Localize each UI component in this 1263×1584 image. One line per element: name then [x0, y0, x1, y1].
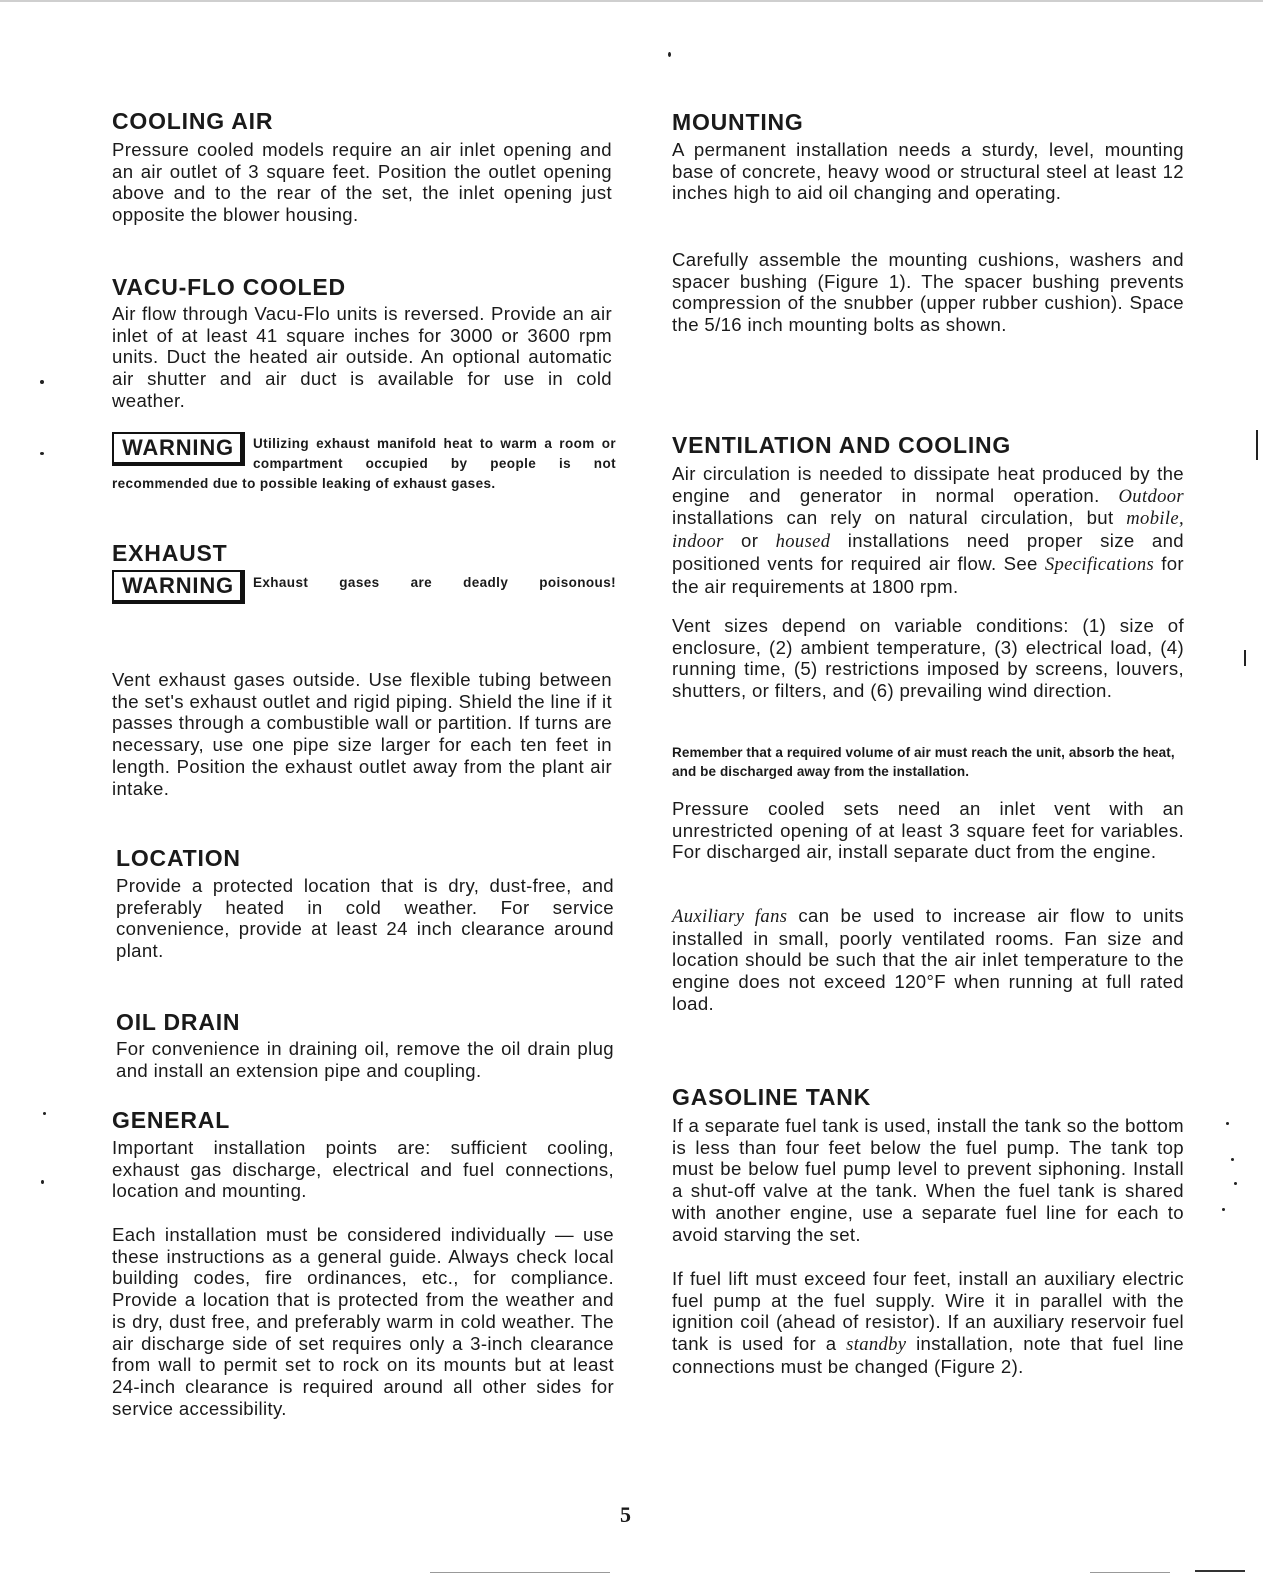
heading-vacu-flo: VACU-FLO COOLED: [112, 274, 346, 300]
page-number: 5: [620, 1502, 631, 1527]
scan-speck: [41, 1180, 44, 1184]
warning-badge: WARNING: [112, 570, 245, 604]
scan-speck: [668, 52, 671, 57]
heading-general: GENERAL: [112, 1107, 231, 1133]
emphasis-outdoor: Outdoor: [1118, 485, 1184, 507]
emphasis-mobile-indoor: mobile, indoor: [672, 508, 1184, 553]
scan-speck: [1234, 1182, 1237, 1185]
emphasis-housed: housed: [775, 531, 831, 553]
oil-drain-text: For convenience in draining oil, remove the oil drain plug and install an extension pipe and coupling.: [116, 1038, 614, 1081]
ventilation-note: Remember that a required volume of air must reach the unit, absorb the heat, and be discharged away from the installation.: [672, 745, 1175, 779]
warning-badge: WARNING: [112, 432, 245, 466]
warning-exhaust-text: Exhaust gases are deadly poisonous!: [252, 575, 616, 590]
location-text: Provide a protected location that is dry, dust-free, and preferably heated in cold weather. For service convenience, provide at least 24 inch clearance around plant.: [116, 875, 614, 962]
emphasis-auxiliary-fans: Auxiliary fans: [672, 906, 788, 927]
heading-location: LOCATION: [116, 845, 241, 871]
warning-manifold-text: Utilizing exhaust manifold heat to warm a room or compartment occupied by people is not recommended due to possible leaking of exhaust gases.: [112, 436, 616, 491]
heading-mounting: MOUNTING: [672, 109, 804, 135]
emphasis-specifications: Specifications: [1044, 553, 1155, 575]
emphasis-standby: standby: [846, 1334, 907, 1356]
ventilation-text-1: Air circulation is needed to dissipate heat produced by the engine and generator in normal operation. Outdoor installations can rely on natural circulation, but mobile, indoor or housed installations need proper size and positioned vents for required air flow. See Specifications for the air requirements at 1800 rpm.: [672, 463, 1184, 597]
exhaust-text: Vent exhaust gases outside. Use flexible tubing between the set's exhaust outlet and rigid piping. Shield the line if it passes through a combustible wall or partition. If turns are necessary, use one pipe size larger for each ten feet in length. Position the exhaust outlet away from the plant air intake.: [112, 669, 612, 799]
scan-speck: [43, 1112, 46, 1115]
heading-exhaust: EXHAUST: [112, 540, 228, 566]
mounting-text-1: A permanent installation needs a sturdy, level, mounting base of concrete, heavy wood or structural steel at least 12 inches high to aid oil changing and operating.: [672, 139, 1184, 204]
scan-speck: [40, 452, 44, 455]
scan-speck: [1226, 1122, 1229, 1125]
ventilation-text-2: Vent sizes depend on variable conditions: (1) size of enclosure, (2) ambient temperature, (3) electrical load, (4) running time, (5) restrictions imposed by screens, louvers, shutters, or filters, and (6) prevailing wind direction.: [672, 615, 1184, 702]
gasoline-text-1: If a separate fuel tank is used, install the tank so the bottom is less than four feet below the fuel pump. The tank top must be below fuel pump level to prevent siphoning. Install a shut-off valve at the tank. When the fuel tank is shared with another engine, use a separate fuel line for each to avoid starving the set.: [672, 1115, 1184, 1245]
scan-bottom-edge: [430, 1572, 610, 1573]
scan-speck: [1244, 650, 1246, 666]
scan-speck: [1222, 1208, 1225, 1211]
scan-bottom-edge: [1195, 1570, 1245, 1572]
general-text-2: Each installation must be considered individually — use these instructions as a general guide. Always check local building codes, fire ordinances, etc., for compliance. Provide a location that is protected from the weather and is dry, dust free, and preferably warm in cold weather. The air discharge side of set requires only a 3-inch clearance from wall to permit set to rock on its mounts but at least 24-inch clearance is required around all other sides for service accessibility.: [112, 1224, 614, 1419]
general-text-1: Important installation points are: sufficient cooling, exhaust gas discharge, electrical and fuel connections, location and mounting.: [112, 1137, 614, 1202]
ventilation-text-4: Auxiliary fans can be used to increase air flow to units installed in small, poorly ventilated rooms. Fan size and location should be such that the air inlet temperature to the engine does not exceed 120°F when running at full rated load.: [672, 905, 1184, 1014]
scan-speck: [1256, 430, 1258, 460]
scan-bottom-edge: [1090, 1572, 1170, 1573]
heading-gasoline-tank: GASOLINE TANK: [672, 1084, 872, 1110]
scan-speck: [1231, 1158, 1234, 1161]
scan-top-edge: [0, 0, 1263, 2]
cooling-air-text: Pressure cooled models require an air inlet opening and an air outlet of 3 square feet. Position the outlet opening above and to the rear of the set, the inlet opening just opposite the blower housing.: [112, 139, 612, 226]
scan-speck: [40, 380, 44, 384]
mounting-text-2: Carefully assemble the mounting cushions, washers and spacer bushing (Figure 1). The spacer bushing prevents compression of the snubber (upper rubber cushion). Space the 5/16 inch mounting bolts as shown.: [672, 249, 1184, 336]
gasoline-text-2: If fuel lift must exceed four feet, install an auxiliary electric fuel pump at the fuel supply. Wire it in parallel with the ignition coil (ahead of resistor). If an auxiliary reservoir fuel tank is used for a standby installation, note that fuel line connections must be changed (Figure 2).: [672, 1268, 1184, 1377]
warning-manifold: [112, 432, 616, 494]
heading-oil-drain: OIL DRAIN: [116, 1009, 241, 1035]
warning-exhaust: [112, 570, 616, 604]
heading-ventilation: VENTILATION AND COOLING: [672, 432, 1012, 458]
vacu-flo-text: Air flow through Vacu-Flo units is reversed. Provide an air inlet of at least 41 square inches for 3000 or 3600 rpm units. Duct the heated air outside. An optional automatic air shutter and air duct is available for use in cold weather.: [112, 303, 612, 411]
heading-cooling-air: COOLING AIR: [112, 108, 274, 134]
ventilation-text-3: Pressure cooled sets need an inlet vent with an unrestricted opening of at least 3 square feet for variables. For discharged air, install separate duct from the engine.: [672, 798, 1184, 863]
